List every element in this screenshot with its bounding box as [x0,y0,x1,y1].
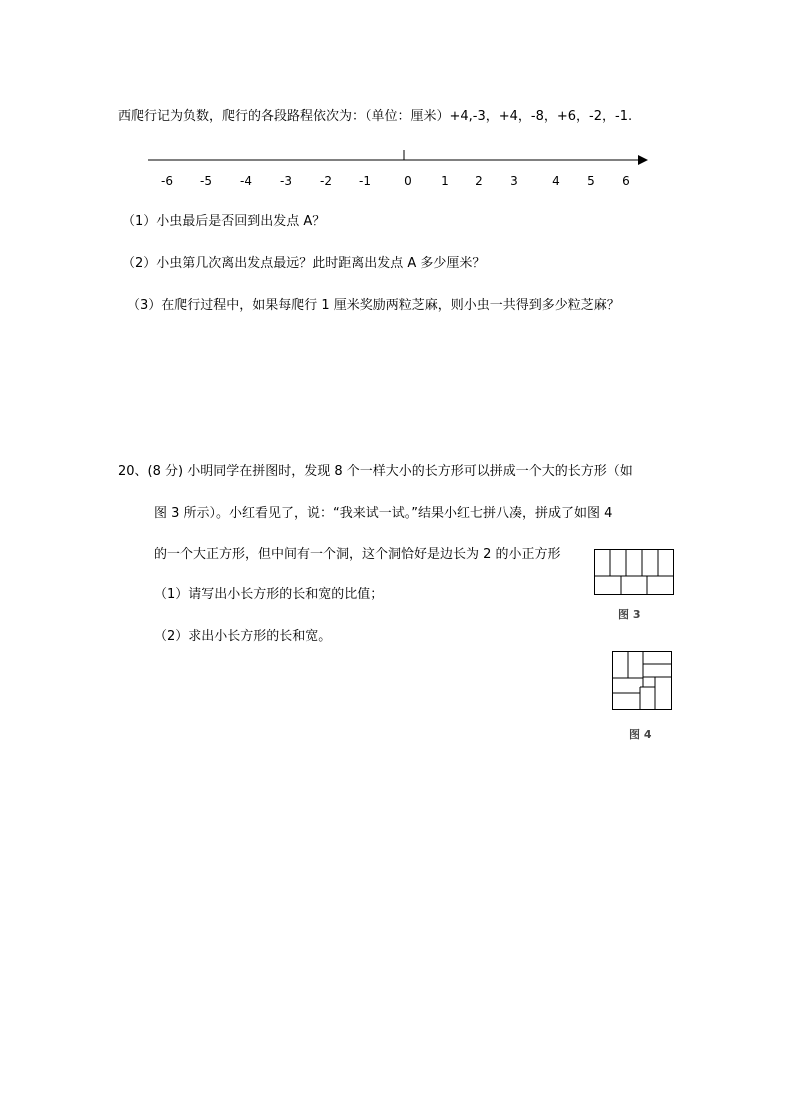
q20-line1: 20、(8 分) 小明同学在拼图时，发现 8 个一样大小的长方形可以拼成一个大的长方形（如 [118,464,633,479]
number-line [0,140,790,200]
figure-4-caption: 图 4 [629,728,652,741]
number-line-label: -1 [359,174,371,188]
number-line-label: 3 [510,174,518,188]
q20-sub1: （1）请写出小长方形的长和宽的比值； [154,587,384,602]
number-line-label: 4 [552,174,560,188]
number-line-label: -3 [280,174,292,188]
number-line-label: 5 [587,174,595,188]
figure-3-caption: 图 3 [618,608,641,621]
figure-4 [612,651,672,711]
number-line-label: -4 [240,174,252,188]
q19-sub2: （2）小虫第几次离出发点最远？此时距离出发点 A 多少厘米？ [122,256,486,271]
number-line-label: 2 [475,174,483,188]
q19-sub3: （3）在爬行过程中，如果每爬行 1 厘米奖励两粒芝麻，则小虫一共得到多少粒芝麻？ [127,298,620,313]
q19-sub1: （1）小虫最后是否回到出发点 A？ [122,214,326,229]
q20-line2: 图 3 所示）。小红看见了，说：“我来试一试。”结果小红七拼八凑，拼成了如图 4 [154,506,613,521]
number-line-label: -6 [161,174,173,188]
number-line-label: -2 [320,174,332,188]
number-line-label: 1 [441,174,449,188]
number-line-label: -5 [200,174,212,188]
q20-line3: 的一个大正方形，但中间有一个洞，这个洞恰好是边长为 2 的小正方形 [154,547,561,562]
number-line-label: 0 [404,174,412,188]
figure-3 [594,549,674,595]
number-line-label: 6 [622,174,630,188]
q19-intro: 西爬行记为负数，爬行的各段路程依次为：（单位：厘米）+4,-3，+4，-8，+6，-2，-1. [118,109,633,124]
q20-sub2: （2）求出小长方形的长和宽。 [154,629,332,644]
